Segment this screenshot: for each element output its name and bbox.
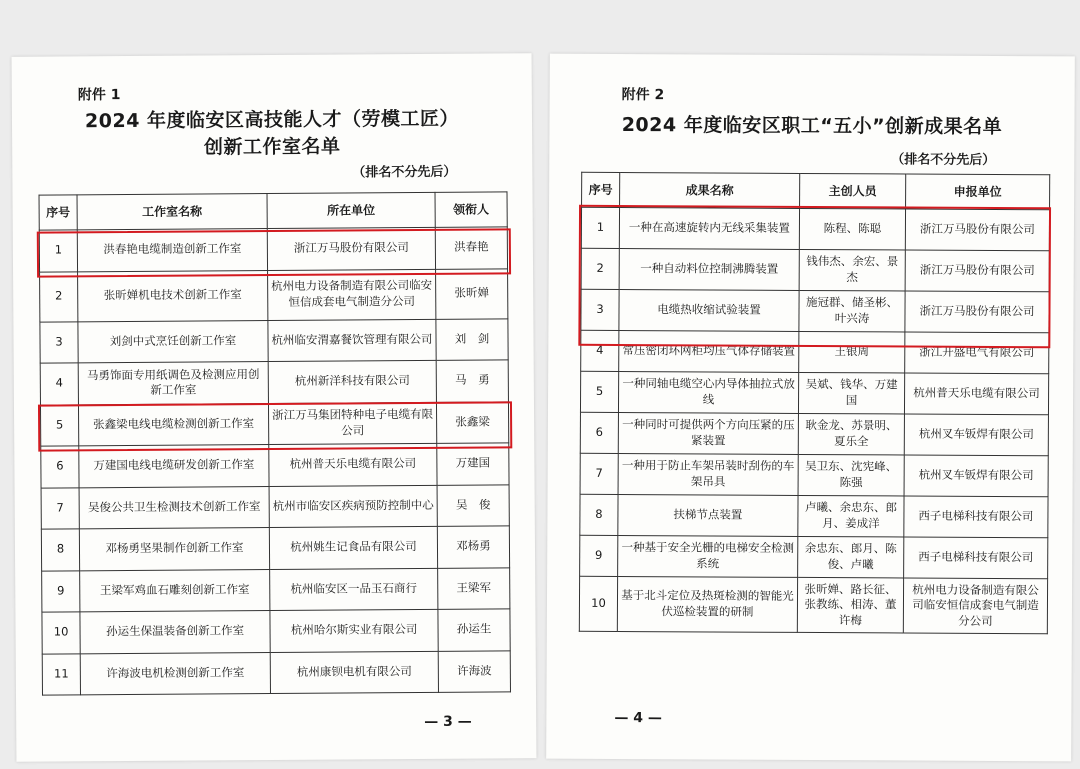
cell-leader: 王梁军 bbox=[438, 567, 510, 609]
cell-unit: 杭州康钡电机有限公司 bbox=[270, 651, 438, 694]
cell-no: 10 bbox=[579, 576, 617, 631]
cell-people: 张昕婵、路长征、张教练、相涛、董许梅 bbox=[797, 577, 903, 633]
cell-name: 一种自动料位控制沸腾装置 bbox=[619, 248, 799, 290]
cell-name: 电缆热收缩试验装置 bbox=[619, 289, 799, 331]
cell-name: 洪春艳电缆制造创新工作室 bbox=[77, 229, 267, 272]
table-header-row bbox=[582, 172, 1050, 209]
table-row bbox=[580, 535, 1048, 578]
cell-people: 陈程、陈聪 bbox=[799, 208, 905, 250]
table-row bbox=[42, 650, 510, 695]
cell-name: 一种在高速旋转内无线采集装置 bbox=[619, 207, 799, 249]
cell-unit: 西子电梯科技有限公司 bbox=[904, 496, 1048, 538]
cell-people: 余忠东、郎月、陈俊、卢曦 bbox=[798, 536, 904, 578]
highlight-box-row-1 bbox=[37, 228, 511, 277]
cell-people: 耿金龙、苏景明、夏乐全 bbox=[798, 413, 904, 455]
cell-leader: 张昕婵 bbox=[436, 268, 508, 319]
table-row bbox=[580, 494, 1048, 537]
cell-name: 王梁军鸡血石雕刻创新工作室 bbox=[80, 569, 270, 612]
table-row bbox=[41, 484, 509, 529]
ranking-note: （排名不分先后） bbox=[352, 164, 457, 181]
cell-people: 王银周 bbox=[799, 331, 905, 373]
table-row bbox=[41, 526, 509, 571]
cell-no: 2 bbox=[40, 271, 78, 321]
column-header: 主创人员 bbox=[800, 173, 906, 209]
cell-unit: 浙江万马股份有限公司 bbox=[267, 227, 435, 270]
column-header: 序号 bbox=[582, 172, 620, 207]
cell-no: 8 bbox=[580, 494, 618, 535]
cell-name: 邓杨勇坚果制作创新工作室 bbox=[79, 528, 269, 571]
cell-unit: 杭州叉车钣焊有限公司 bbox=[904, 414, 1048, 456]
cell-name: 万建国电线电缆研发创新工作室 bbox=[79, 445, 269, 488]
column-header: 序号 bbox=[39, 195, 77, 230]
cell-unit: 杭州临安区一品玉石商行 bbox=[270, 568, 438, 611]
cell-leader: 万建国 bbox=[437, 443, 509, 485]
page-number: — 3 — bbox=[424, 713, 472, 730]
cell-no: 11 bbox=[42, 653, 80, 695]
column-header: 领衔人 bbox=[435, 192, 507, 228]
cell-no: 4 bbox=[40, 363, 78, 405]
column-header: 申报单位 bbox=[906, 174, 1050, 210]
cell-leader: 马 勇 bbox=[436, 360, 508, 402]
document-page-right bbox=[546, 54, 1075, 762]
cell-no: 5 bbox=[580, 371, 618, 412]
table-row bbox=[580, 371, 1048, 414]
cell-unit: 浙江开盛电气有限公司 bbox=[905, 332, 1049, 374]
cell-name: 刘剑中式烹饪创新工作室 bbox=[78, 320, 268, 363]
table-row bbox=[580, 453, 1048, 496]
cell-name: 许海波电机检测创新工作室 bbox=[80, 652, 270, 695]
cell-unit: 杭州普天乐电缆有限公司 bbox=[269, 443, 437, 486]
cell-name: 一种同轴电缆空心内导体抽拉式放线 bbox=[618, 371, 798, 413]
cell-no: 10 bbox=[42, 612, 80, 654]
cell-no: 5 bbox=[40, 404, 78, 446]
cell-no: 1 bbox=[581, 207, 619, 248]
cell-no: 3 bbox=[581, 289, 619, 330]
cell-unit: 杭州电力设备制造有限公司临安恒信成套电气制造分公司 bbox=[903, 578, 1047, 634]
cell-unit: 杭州普天乐电缆有限公司 bbox=[904, 373, 1048, 415]
page-number: — 4 — bbox=[614, 709, 662, 727]
page-title-line2: 创新工作室名单 bbox=[203, 135, 341, 159]
cell-no: 2 bbox=[581, 248, 619, 289]
attachment-label: 附件 2 bbox=[621, 87, 665, 104]
cell-unit: 杭州叉车钣焊有限公司 bbox=[904, 455, 1048, 497]
table-row bbox=[579, 576, 1047, 633]
ranking-note: （排名不分先后） bbox=[891, 152, 996, 168]
cell-unit: 浙江万马集团特种电子电缆有限公司 bbox=[268, 402, 436, 445]
cell-name: 常压密闭环网柜均压气体存储装置 bbox=[619, 330, 799, 372]
cell-leader: 张鑫梁 bbox=[436, 401, 508, 443]
cell-leader: 邓杨勇 bbox=[437, 526, 509, 568]
cell-name: 张昕婵机电技术创新工作室 bbox=[78, 270, 268, 321]
cell-leader: 洪春艳 bbox=[435, 227, 507, 269]
table-row bbox=[42, 609, 510, 654]
cell-name: 张鑫梁电线电缆检测创新工作室 bbox=[78, 403, 268, 446]
cell-people: 钱伟杰、余宏、景杰 bbox=[799, 249, 905, 291]
cell-name: 孙运生保温装备创新工作室 bbox=[80, 611, 270, 654]
cell-unit: 浙江万马股份有限公司 bbox=[905, 250, 1049, 292]
cell-no: 3 bbox=[40, 321, 78, 363]
attachment-label: 附件 1 bbox=[77, 87, 121, 104]
cell-unit: 浙江万马股份有限公司 bbox=[905, 209, 1049, 251]
cell-people: 施冠群、储圣彬、叶兴涛 bbox=[799, 290, 905, 332]
cell-unit: 杭州临安渭嘉餐饮管理有限公司 bbox=[268, 319, 436, 362]
cell-name: 一种用于防止车架吊装时刮伤的车架吊具 bbox=[618, 453, 798, 495]
cell-unit: 杭州姚生记食品有限公司 bbox=[269, 526, 437, 569]
cell-no: 6 bbox=[580, 412, 618, 453]
cell-no: 7 bbox=[41, 487, 79, 529]
cell-name: 吴俊公共卫生检测技术创新工作室 bbox=[79, 486, 269, 529]
cell-leader: 吴 俊 bbox=[437, 484, 509, 526]
cell-name: 马勇饰面专用纸调色及检测应用创新工作室 bbox=[78, 362, 268, 405]
table-row bbox=[40, 318, 508, 363]
column-header: 所在单位 bbox=[267, 192, 435, 228]
cell-people: 吴斌、钱华、万建国 bbox=[798, 372, 904, 414]
cell-leader: 许海波 bbox=[438, 650, 510, 692]
cell-unit: 杭州新洋科技有限公司 bbox=[268, 360, 436, 403]
column-header: 工作室名称 bbox=[77, 194, 267, 230]
cell-name: 一种同时可提供两个方向压紧的压紧装置 bbox=[618, 412, 798, 454]
cell-no: 6 bbox=[41, 446, 79, 488]
cell-unit: 杭州哈尔斯实业有限公司 bbox=[270, 609, 438, 652]
cell-people: 卢曦、余忠东、郎月、姜成洋 bbox=[798, 495, 904, 537]
cell-no: 9 bbox=[580, 535, 618, 576]
cell-leader: 刘 剑 bbox=[436, 318, 508, 360]
cell-name: 扶梯节点装置 bbox=[618, 494, 798, 536]
document-page-left bbox=[12, 53, 537, 762]
cell-people: 吴卫东、沈宪峰、陈强 bbox=[798, 454, 904, 496]
cell-name: 基于北斗定位及热斑检测的智能光伏巡检装置的研制 bbox=[617, 576, 797, 632]
cell-name: 一种基于安全光栅的电梯安全检测系统 bbox=[618, 535, 798, 577]
cell-leader: 孙运生 bbox=[438, 609, 510, 651]
cell-no: 4 bbox=[581, 330, 619, 371]
table-row bbox=[40, 360, 508, 405]
cell-unit: 浙江万马股份有限公司 bbox=[905, 291, 1049, 333]
page-title-line1: 2024 年度临安区高技能人才（劳模工匠） bbox=[84, 107, 460, 133]
cell-unit: 杭州电力设备制造有限公司临安恒信成套电气制造分公司 bbox=[268, 269, 436, 320]
cell-no: 1 bbox=[39, 230, 77, 272]
highlight-box-rows-1-3 bbox=[578, 205, 1051, 348]
cell-no: 9 bbox=[42, 570, 80, 612]
cell-no: 7 bbox=[580, 453, 618, 494]
page-title: 2024 年度临安区职工“五小”创新成果名单 bbox=[621, 114, 1003, 138]
table-row bbox=[42, 567, 510, 612]
table-header-row bbox=[39, 192, 507, 230]
cell-unit: 西子电梯科技有限公司 bbox=[904, 537, 1048, 579]
table-row bbox=[580, 412, 1048, 455]
cell-unit: 杭州市临安区疾病预防控制中心 bbox=[269, 485, 437, 528]
highlight-box-row-5 bbox=[38, 401, 512, 451]
column-header: 成果名称 bbox=[620, 172, 800, 208]
cell-no: 8 bbox=[41, 529, 79, 571]
